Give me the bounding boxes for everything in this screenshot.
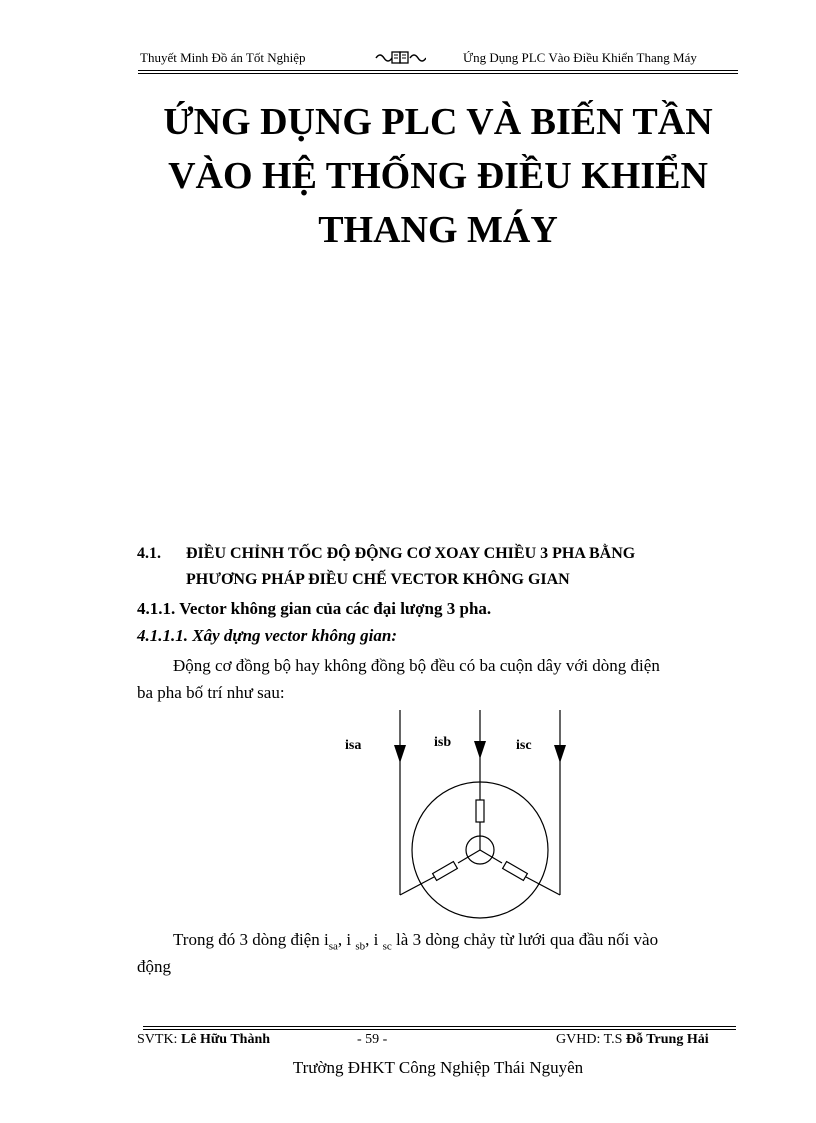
book-ornament-icon [374, 50, 426, 71]
footer-author-label: SVTK: [137, 1032, 181, 1047]
footer-author-name: Lê Hữu Thành [180, 1032, 271, 1047]
footer-school: Trường ĐHKT Công Nghiệp Thái Nguyên [292, 1058, 584, 1077]
footer-rule [143, 1026, 736, 1027]
section-heading-line: PHƯƠNG PHÁP ĐIỀU CHẾ VECTOR KHÔNG GIAN [186, 571, 570, 588]
header-rule [138, 73, 738, 74]
footer-rule [143, 1029, 736, 1030]
phase-label-c: isc [516, 738, 532, 753]
title-line: ỨNG DỤNG PLC VÀ BIẾN TẦN [163, 101, 713, 143]
three-phase-winding-diagram [330, 705, 590, 925]
text-span: Trong đó 3 dòng điện i [173, 930, 329, 949]
footer-advisor-name: Đỗ Trung Hải [625, 1032, 709, 1047]
header-left-text: Thuyết Minh Đồ án Tốt Nghiệp [140, 50, 306, 65]
paragraph-line [173, 926, 658, 960]
subscript: sc [382, 940, 392, 953]
subscript: sb [355, 940, 366, 953]
subsection-heading: 4.1.1. Vector không gian của các đại lượng 3 pha. [137, 599, 492, 618]
section-number: 4.1. [137, 545, 161, 562]
paragraph-line: ba pha bố trí như sau: [137, 683, 285, 702]
footer-advisor [556, 1032, 709, 1048]
paragraph-line: động [137, 957, 171, 976]
subsubsection-heading: 4.1.1.1. Xây dựng vector không gian: [137, 626, 397, 645]
footer-author [137, 1032, 270, 1048]
subscript: sa [328, 940, 338, 953]
phase-label-b: isb [434, 735, 452, 750]
header-rule [138, 70, 738, 71]
page-title [100, 95, 776, 257]
title-line: THANG MÁY [318, 209, 558, 251]
title-line: VÀO HỆ THỐNG ĐIỀU KHIỂN [168, 155, 708, 197]
header-right-text: Ứng Dụng PLC Vào Điều Khiển Thang Máy [463, 50, 697, 65]
phase-label-a: isa [345, 738, 362, 753]
section-heading-line: ĐIỀU CHỈNH TỐC ĐỘ ĐỘNG CƠ XOAY CHIỀU 3 PHA BẰNG [186, 545, 636, 562]
text-span: , i [337, 930, 356, 949]
footer-advisor-label: GVHD: T.S [556, 1032, 626, 1047]
page-number: - 59 - [357, 1032, 388, 1047]
paragraph-line: Động cơ đồng bộ hay không đồng bộ đều có ba cuộn dây với dòng điện [173, 656, 660, 675]
text-span: là 3 dòng chảy từ lưới qua đầu nối vào [391, 930, 659, 949]
text-span: , i [365, 930, 383, 949]
